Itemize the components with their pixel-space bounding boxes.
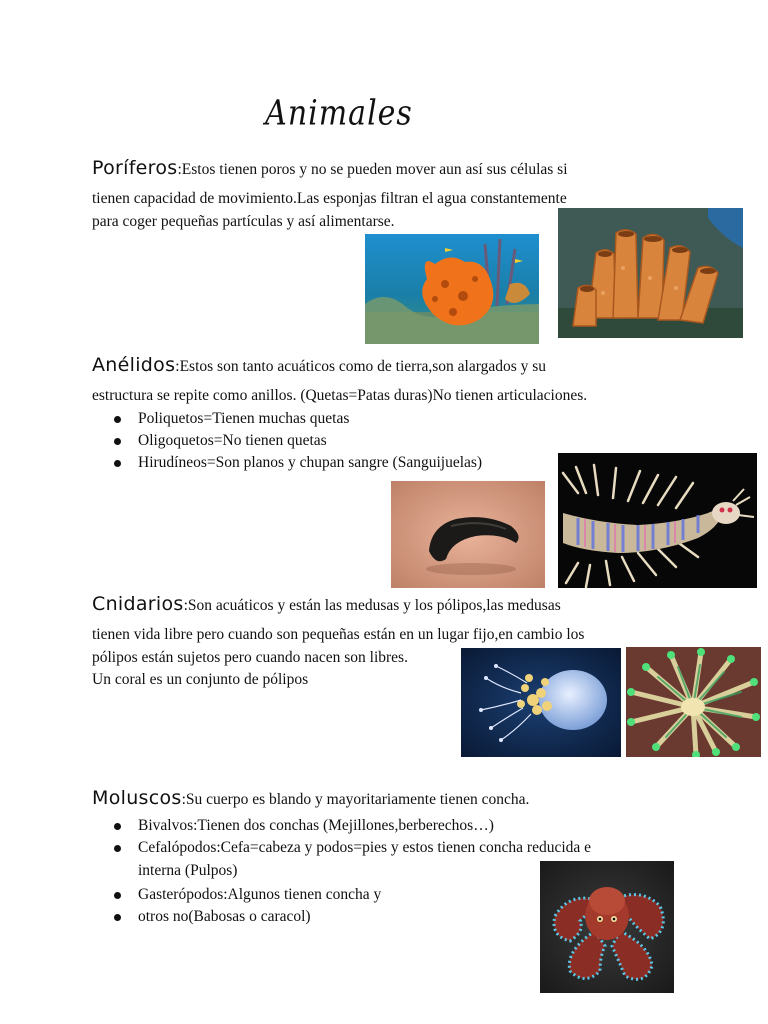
poriferos-heading: Poríferos [92,157,178,179]
anelidos-text-1: :Estos son tanto acuáticos como de tierra,son alargados y su [175,358,547,375]
cnidarios-text-4: Un coral es un conjunto de pólipos [92,671,309,688]
list-item: Oligoquetos=No tienen quetas [92,430,482,452]
anelidos-heading: Anélidos [92,354,176,376]
list-item: Hirudíneos=Son planos y chupan sangre (Sanguijuelas) [92,452,482,474]
octopus-photo [540,861,674,993]
list-item: Gasterópodos:Algunos tienen concha y [92,884,381,906]
moluscos-list-2 [92,884,381,928]
poriferos-text-2: tienen capacidad de movimiento.Las esponjas filtran el agua constantemente [92,190,567,207]
list-item: otros no(Babosas o caracol) [92,906,381,928]
list-item: Poliquetos=Tienen muchas quetas [92,408,482,430]
moluscos-item-continuation: interna (Pulpos) [138,862,238,879]
cnidarios-heading: Cnidarios [92,593,184,615]
polychaete-worm-photo [558,453,757,588]
poriferos-text-3: para coger pequeñas partículas y así alimentarse. [92,213,395,230]
moluscos-text-1: :Su cuerpo es blando y mayoritariamente tienen concha. [181,791,530,808]
tube-sponge-photo [558,208,743,338]
anelidos-text-2: estructura se repite como anillos. (Quetas=Patas duras)No tienen articulaciones. [92,387,588,404]
poriferos-text-1: :Estos tienen poros y no se pueden mover aun así sus células si [177,161,568,178]
moluscos-line-1 [92,785,529,813]
page-title: Animales [265,93,413,134]
cnidarios-text-3: pólipos están sujetos pero cuando nacen son libres. [92,649,408,666]
orange-sponge-photo [365,234,539,344]
list-item: Bivalvos:Tienen dos conchas (Mejillones,berberechos…) [92,815,591,837]
cnidarios-text-2: tienen vida libre pero cuando son pequeñas están en un lugar fijo,en cambio los [92,626,585,643]
sea-anemone-photo [626,647,761,757]
poriferos-line-1 [92,155,568,183]
anelidos-list [92,408,482,474]
cnidarios-line-1 [92,591,561,619]
anelidos-line-1 [92,352,546,380]
moluscos-list [92,815,591,859]
list-item: Cefalópodos:Cefa=cabeza y podos=pies y estos tienen concha reducida e [92,837,591,859]
jellyfish-photo [461,648,621,757]
cnidarios-text-1: :Son acuáticos y están las medusas y los pólipos,las medusas [183,597,561,614]
leech-photo [391,481,545,588]
moluscos-heading: Moluscos [92,787,182,809]
